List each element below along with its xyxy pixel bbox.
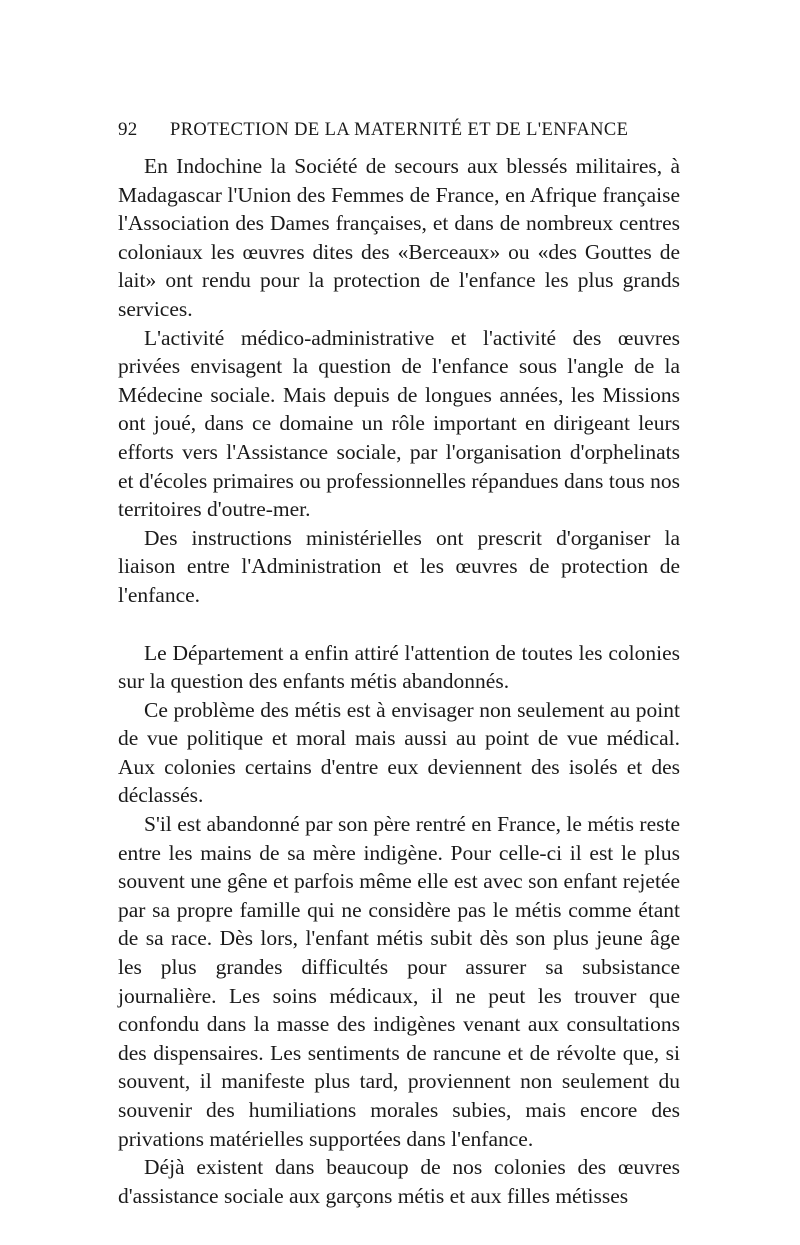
paragraph-3: Des instructions ministérielles ont prescrit d'organiser la liaison entre l'Administration et les œuvres de protection de l'enfance. [118, 525, 680, 607]
paragraph-6: S'il est abandonné par son père rentré en France, le métis reste entre les mains de sa mère indigène. Pour celle-ci il est le plus souvent une gêne et parfois même elle est avec son enfant rejetée par sa propre famille qui ne considère pas le métis comme étant de sa race. Dès lors, l'enfant métis subit dès son plus jeune âge les plus grandes difficultés pour assurer sa subsistance journalière. Les soins médicaux, il ne peut les trouver que confondu dans la masse des indigènes venant aux consultations des dispensaires. Les sentiments de rancune et de révolte que, si souvent, il manifeste plus tard, proviennent non seulement du souvenir des humiliations morales subies, mais encore des privations matérielles supportées dans l'enfance. [118, 812, 680, 1151]
paragraph-2: L'activité médico-administrative et l'activité des œuvres privées envisagent la question de l'enfance sous l'angle de la Médecine sociale. Mais depuis de longues années, les Missions ont joué, dans ce domaine un rôle important en dirigeant leurs efforts vers l'Assistance sociale, par l'organisation d'orphelinats et d'écoles primaires ou professionnelles répandues dans tous nos territoires d'outre-mer. [118, 325, 680, 522]
running-title: PROTECTION DE LA MATERNITÉ ET DE L'ENFANCE [170, 120, 629, 140]
paragraph-5: Ce problème des métis est à envisager non seulement au point de vue politique et moral mais aussi au point de vue médical. Aux colonies certains d'entre eux deviennent des isolés et des déclassés. [118, 697, 680, 808]
paragraph-4: Le Département a enfin attiré l'attention de toutes les colonies sur la question des enfants métis abandonnés. [118, 640, 680, 694]
body-text [118, 152, 680, 1210]
page-number: 92 [118, 119, 138, 140]
running-header [118, 118, 688, 142]
paragraph-1: En Indochine la Société de secours aux blessés militaires, à Madagascar l'Union des Femmes de France, en Afrique française l'Association des Dames françaises, et dans de nombreux centres coloniaux les œuvres dites des «Berceaux» ou «des Gouttes de lait» ont rendu pour la protection de l'enfance les plus grands services. [118, 154, 680, 321]
paragraph-7: Déjà existent dans beaucoup de nos colonies des œuvres d'assistance sociale aux garçons métis et aux filles métisses [118, 1155, 680, 1208]
